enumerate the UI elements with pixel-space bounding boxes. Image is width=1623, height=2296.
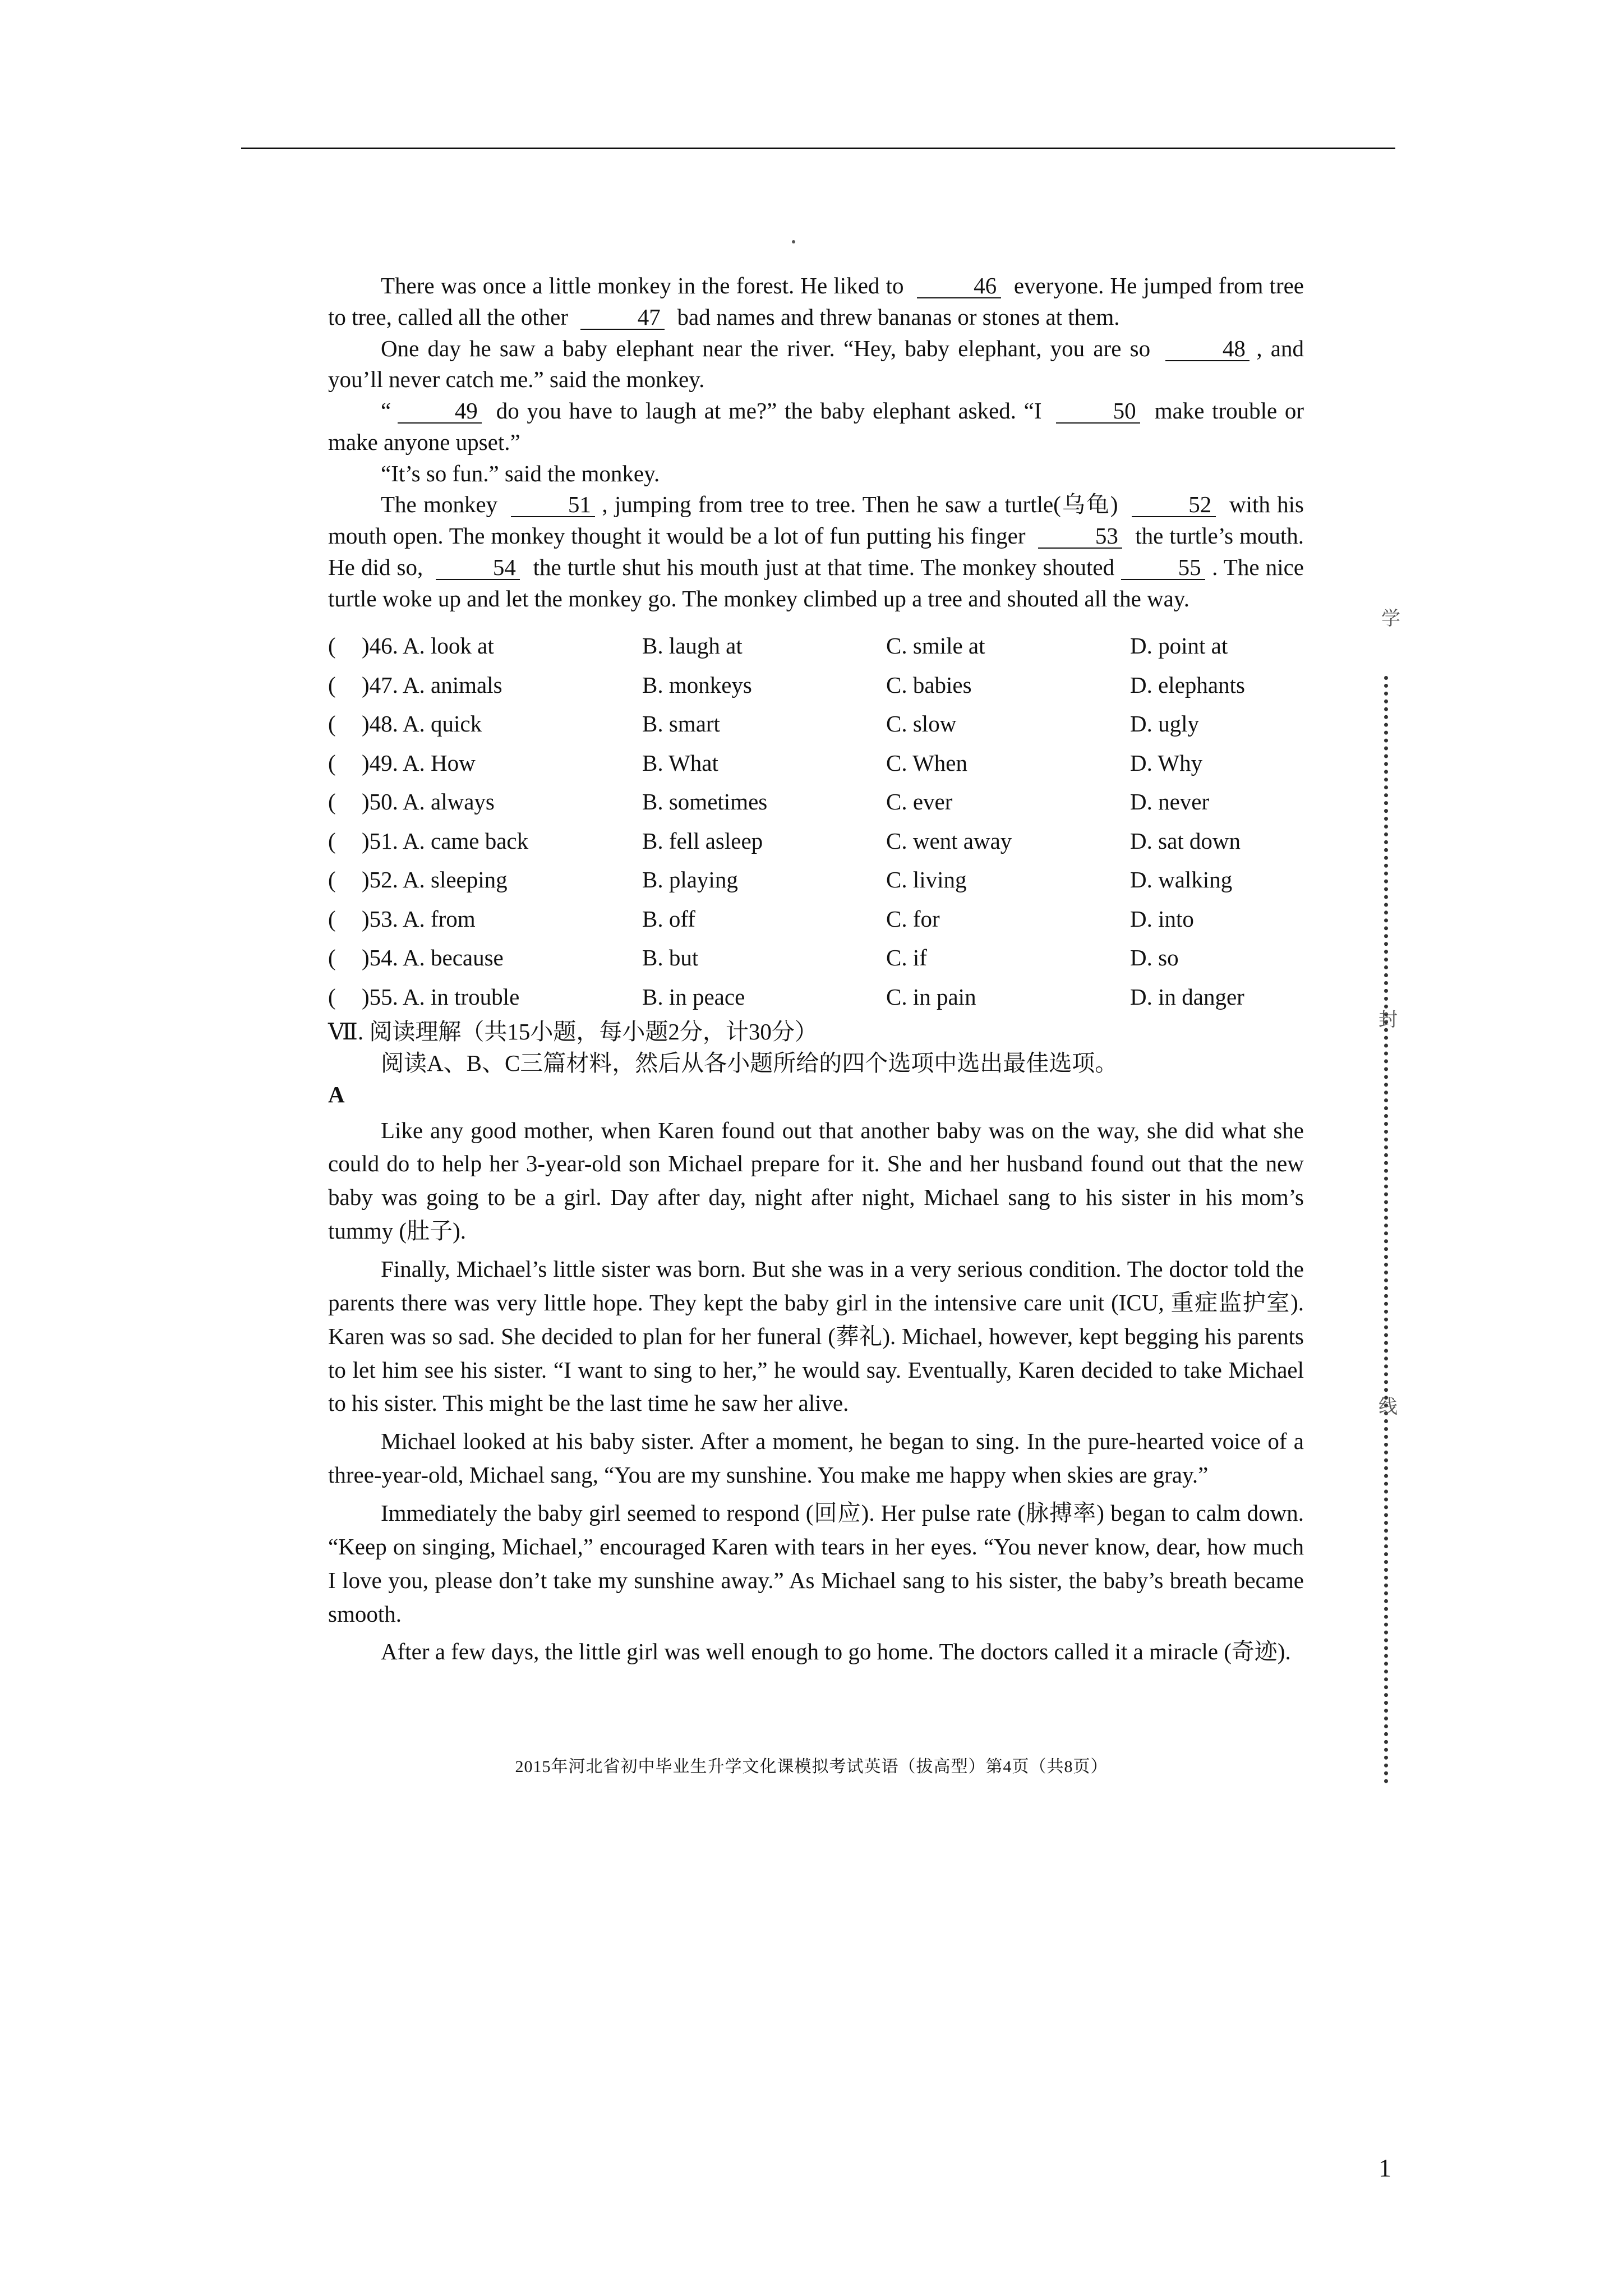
blank-53: 53 (1038, 524, 1122, 549)
cloze-paragraph-1: There was once a little monkey in the forest. He liked to 46 everyone. He jumped from tree to tree, called all the other 47 bad names and threw bananas or stones at them. (328, 273, 1304, 330)
option-row-47: ( )47. A. animals B. monkeys C. babies D. elephants (328, 671, 1245, 698)
option-row-49: ( )49. A. How B. What C. When D. Why (328, 749, 1203, 776)
cloze-paragraph-5: The monkey 51 , jumping from tree to tree. Then he saw a turtle(乌龟) 52 with his mouth open. The monkey thought it would be a lot of fun putting his finger 53 the turtle’s mouth. He did so, 54 the turtle shut his mouth just at that time. The monkey shouted 55 . The nice turtle woke up and let the monkey go. The monkey climbed up a tree and shouted all the way. (328, 491, 1304, 611)
page-content (328, 270, 1304, 1673)
blank-52: 52 (1132, 493, 1216, 517)
options-list (328, 627, 1304, 1016)
binding-dotted-line (1384, 676, 1388, 1784)
blank-49: 49 (398, 399, 482, 424)
cloze-paragraph-2: One day he saw a baby elephant near the river. “Hey, baby elephant, you are so 48 , and you’ll never catch me.” said the monkey. (328, 335, 1304, 393)
blank-50: 50 (1056, 399, 1140, 424)
option-row-48: ( )48. A. quick B. smart C. slow D. ugly (328, 711, 1199, 737)
cloze-passage (328, 270, 1304, 614)
passage-paragraph: After a few days, the little girl was well enough to go home. The doctors called it a miracle (奇迹). (381, 1639, 1291, 1665)
stray-dot (792, 240, 795, 243)
cloze-paragraph-3: “ 49 do you have to laugh at me?” the baby elephant asked. “I 50 make trouble or make anyone upset.” (328, 398, 1304, 455)
option-row-46: ( )46. A. look at B. laugh at C. smile at D. point at (328, 633, 1228, 659)
passage-paragraph: Like any good mother, when Karen found out that another baby was on the way, she did what she could do to help her 3-year-old son Michael prepare for it. She and her husband found out that the new baby was going to be a girl. Day after day, night after night, Michael sang to his sister in his mom’s tummy (肚子). (328, 1117, 1304, 1244)
section-title: Ⅶ. 阅读理解（共15小题，每小题2分，计30分） (328, 1019, 818, 1045)
blank-51: 51 (511, 493, 595, 517)
option-row-54: ( )54. A. because B. but C. if D. so (328, 945, 1179, 971)
top-rule (241, 148, 1395, 149)
blank-47: 47 (580, 306, 665, 330)
option-row-50: ( )50. A. always B. sometimes C. ever D. never (328, 789, 1210, 815)
blank-48: 48 (1165, 337, 1249, 361)
option-row-53: ( )53. A. from B. off C. for D. into (328, 905, 1194, 932)
passage-paragraph: Immediately the baby girl seemed to respond (回应). Her pulse rate (脉搏率) began to calm down. “Keep on singing, Michael,” encouraged Karen with tears in her eyes. “You never know, dear, how much I love you, please don’t take my sunshine away.” As Michael sang to his sister, the baby’s breath became smooth. (328, 1499, 1304, 1627)
binding-mark-2: 封 (1378, 1010, 1398, 1030)
passage-paragraph: Michael looked at his baby sister. After a moment, he began to sing. In the pure-hearted voice of a three-year-old, Michael sang, “You are my sunshine. You make me happy when skies are gray.” (328, 1428, 1304, 1488)
reading-passage-a (328, 1114, 1304, 1669)
binding-mark-3: 线 (1378, 1397, 1398, 1418)
passage-label: A (328, 1081, 345, 1107)
blank-46: 46 (917, 274, 1001, 298)
cloze-paragraph-4: “It’s so fun.” said the monkey. (381, 460, 660, 486)
binding-mark-1: 学 (1381, 609, 1400, 629)
blank-54: 54 (436, 556, 520, 580)
option-row-52: ( )52. A. sleeping B. playing C. living D. walking (328, 867, 1233, 893)
page-footer: 2015年河北省初中毕业生升学文化课模拟考试英语（拔高型）第4页（共8页） (515, 1757, 1108, 1776)
option-row-55: ( )55. A. in trouble B. in peace C. in pain D. in danger (328, 983, 1244, 1010)
page-number: 1 (1378, 2154, 1391, 2182)
blank-55: 55 (1121, 556, 1205, 580)
section-instruction: 阅读A、B、C三篇材料，然后从各小题所给的四个选项中选出最佳选项。 (381, 1050, 1118, 1076)
passage-paragraph: Finally, Michael’s little sister was born. But she was in a very serious condition. The doctor told the parents there was very little hope. They kept the baby girl in the intensive care unit (ICU, 重症监护室). Karen was so sad. She decided to plan for her funeral (葬礼). Michael, however, kept begging his parents to let him see his sister. “I want to sing to her,” he would say. Eventually, Karen decided to take Michael to his sister. This might be the last time he saw her alive. (328, 1255, 1304, 1416)
option-row-51: ( )51. A. came back B. fell asleep C. went away D. sat down (328, 827, 1241, 854)
